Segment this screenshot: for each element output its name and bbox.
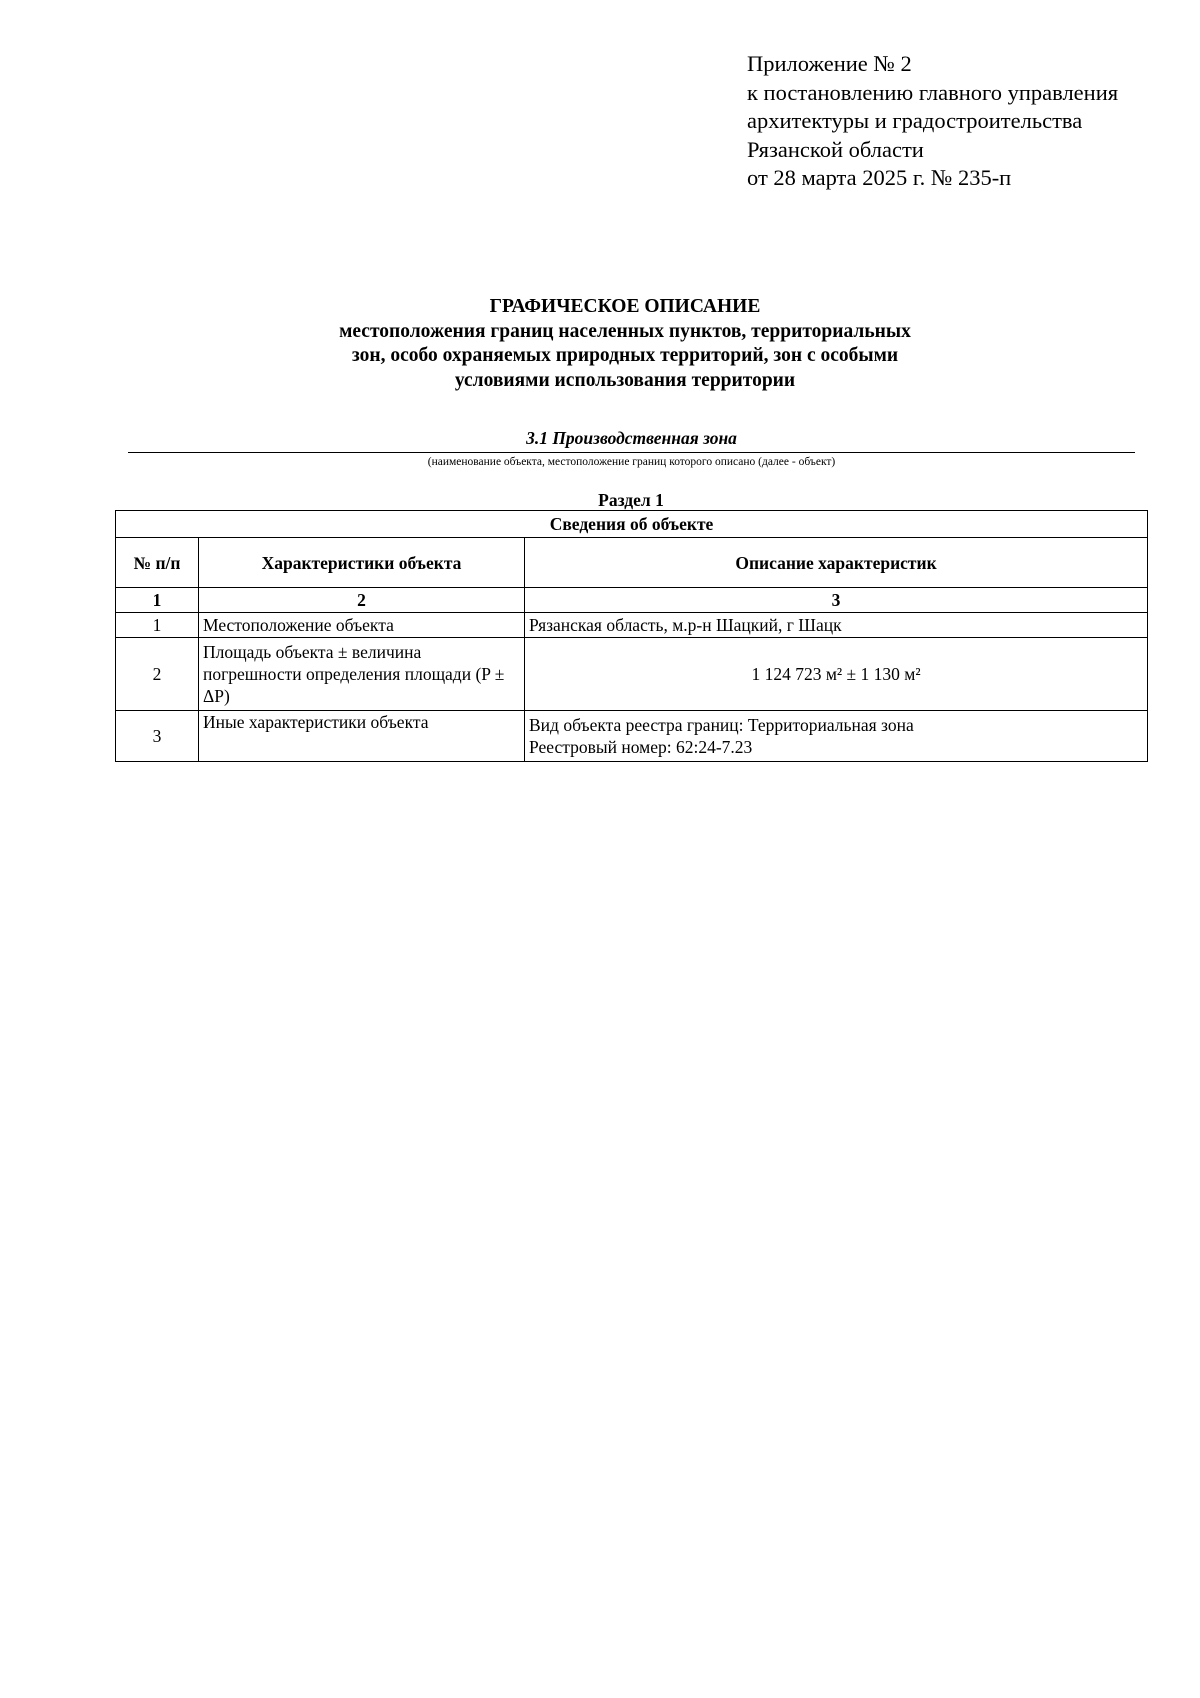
row-description [525, 613, 1148, 638]
description-line: 1 124 723 м² ± 1 130 м² [751, 664, 921, 684]
table-caption: Сведения об объекте [116, 511, 1148, 538]
title-line: условиями использования территории [454, 369, 796, 391]
table-header-row [116, 538, 1148, 588]
table-caption-row [116, 511, 1148, 538]
title-heading: ГРАФИЧЕСКОЕ ОПИСАНИЕ [489, 296, 761, 317]
appendix-line: от 28 марта 2025 г. № 235-п [747, 165, 1012, 190]
row-number: 2 [116, 638, 199, 711]
appendix-block [747, 50, 1177, 193]
object-name: 3.1 Производственная зона [526, 428, 737, 448]
appendix-line: Приложение № 2 [747, 51, 912, 76]
row-characteristic: Площадь объекта ± величина погрешности определения площади (P ± ΔP) [199, 638, 525, 711]
title-line: местоположения границ населенных пунктов, территориальных [339, 320, 911, 342]
column-number: 2 [199, 588, 525, 613]
appendix-line: Рязанской области [747, 136, 924, 162]
section-title: Раздел 1 [598, 490, 664, 510]
object-underline [128, 452, 1135, 453]
header-description: Описание характеристик [525, 538, 1148, 588]
header-number: № п/п [116, 538, 199, 588]
description-line: Рязанская область, м.р-н Шацкий, г Шацк [529, 615, 842, 635]
title-line: зон, особо охраняемых природных территорий, зон с особыми [351, 345, 899, 366]
row-characteristic: Местоположение объекта [199, 613, 525, 638]
object-caption: (наименование объекта, местоположение границ которого описано (далее - объект) [427, 456, 836, 468]
object-info-table [115, 510, 1148, 762]
column-number-row [116, 588, 1148, 613]
row-description [525, 638, 1148, 711]
column-number: 1 [116, 588, 199, 613]
description-line: Реестровый номер: 62:24-7.23 [529, 737, 753, 757]
row-characteristic: Иные характеристики объекта [199, 711, 525, 762]
table-row [116, 613, 1148, 638]
row-number: 3 [116, 711, 199, 762]
header-characteristic: Характеристики объекта [199, 538, 525, 588]
document-title [115, 295, 1135, 393]
appendix-line: к постановлению главного управления [747, 79, 1119, 105]
description-line: Вид объекта реестра границ: Территориальная зона [529, 715, 914, 735]
table-row [116, 711, 1148, 762]
table-row [116, 638, 1148, 711]
row-description [525, 711, 1148, 762]
column-number: 3 [525, 588, 1148, 613]
appendix-line: архитектуры и градостроительства [747, 108, 1083, 133]
row-number: 1 [116, 613, 199, 638]
